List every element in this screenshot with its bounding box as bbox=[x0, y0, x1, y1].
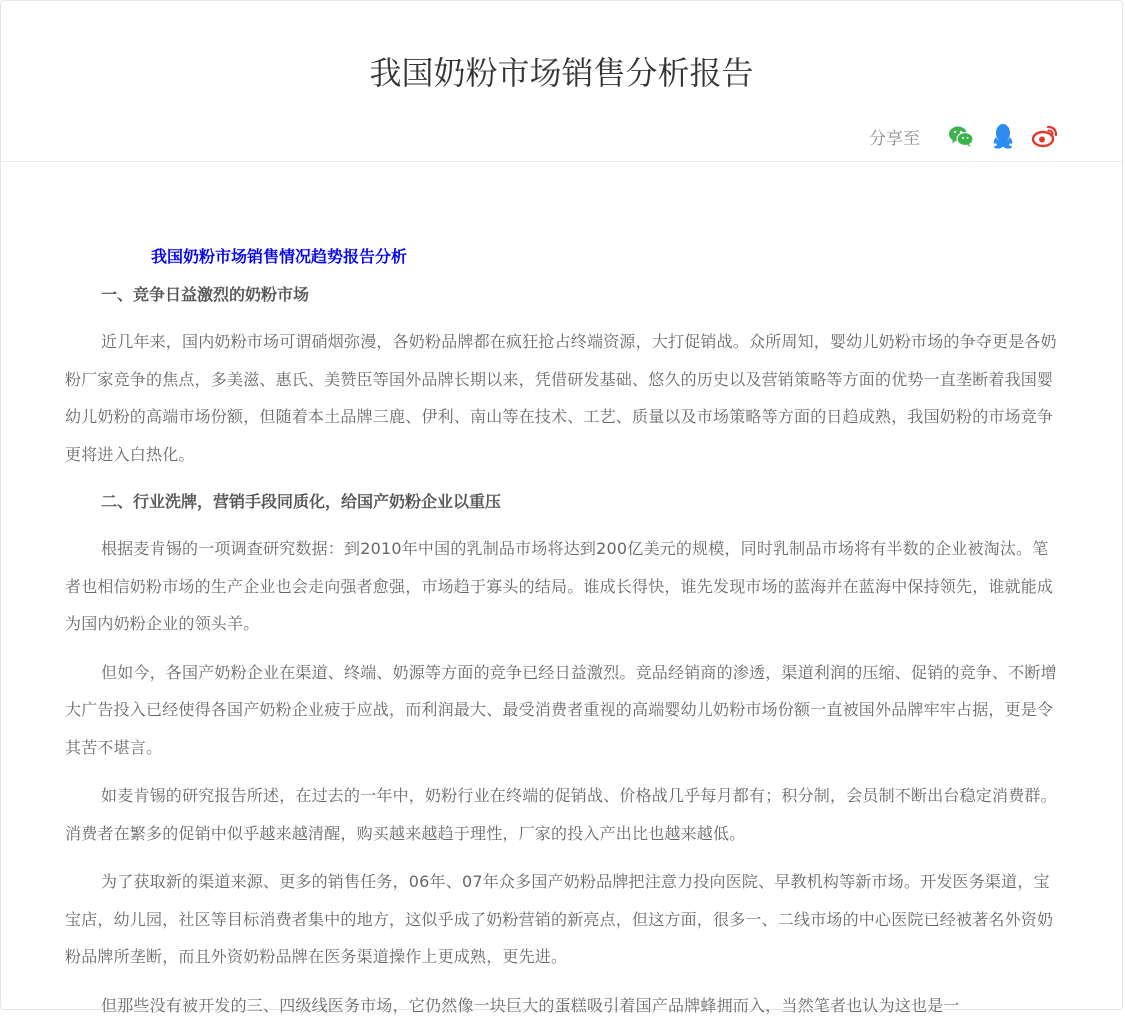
page-title: 我国奶粉市场销售分析报告 bbox=[369, 54, 754, 92]
article-body bbox=[65, 237, 1061, 1035]
article-header bbox=[1, 1, 1122, 162]
paragraph-2: 根据麦肯锡的一项调查研究数据：到2010年中国的乳制品市场将达到200亿美元的规模，同时乳制品市场将有半数的企业被淘汰。笔者也相信奶粉市场的生产企业也会走向强者愈强，市场趋于寡头的结局。谁成长得快，谁先发现市场的蓝海并在蓝海中保持领先，谁就能成为国内奶粉企业的领头羊。 bbox=[65, 539, 1054, 633]
wechat-icon[interactable] bbox=[946, 121, 976, 151]
article-subtitle: 我国奶粉市场销售情况趋势报告分析 bbox=[151, 247, 408, 266]
share-label: 分享至 bbox=[869, 128, 920, 149]
paragraph-5: 为了获取新的渠道来源、更多的销售任务，06年、07年众多国产奶粉品牌把注意力投向医院、早教机构等新市场。开发医务渠道，宝宝店，幼儿园，社区等目标消费者集中的地方，这似乎成了奶粉营销的新亮点，但这方面，很多一、二线市场的中心医院已经被著名外资奶粉品牌所垄断，而且外资奶粉品牌在医务渠道操作上更成熟，更先进。 bbox=[65, 872, 1054, 966]
share-bar bbox=[869, 119, 1060, 153]
weibo-icon[interactable] bbox=[1030, 121, 1060, 151]
paragraph-6: 但那些没有被开发的三、四级线医务市场，它仍然像一块巨大的蛋糕吸引着国产品牌蜂拥而入，当然笔者也认为这也是一 bbox=[101, 995, 960, 1015]
section-heading-1: 一、竞争日益激烈的奶粉市场 bbox=[101, 285, 310, 304]
qq-icon[interactable] bbox=[988, 121, 1018, 151]
paragraph-1: 近几年来，国内奶粉市场可谓硝烟弥漫，各奶粉品牌都在疯狂抢占终端资源，大打促销战。众所周知，婴幼儿奶粉市场的争夺更是各奶粉厂家竞争的焦点，多美滋、惠氏、美赞臣等国外品牌长期以来，凭借研发基础、悠久的历史以及营销策略等方面的优势一直垄断着我国婴幼儿奶粉的高端市场份额，但随着本土品牌三鹿、伊利、南山等在技术、工艺、质量以及市场策略等方面的日趋成熟，我国奶粉的市场竞争更将进入白热化。 bbox=[65, 332, 1057, 464]
section-heading-2: 二、行业洗牌，营销手段同质化，给国产奶粉企业以重压 bbox=[101, 492, 502, 511]
paragraph-4: 如麦肯锡的研究报告所述，在过去的一年中，奶粉行业在终端的促销战、价格战几乎每月都有；积分制，会员制不断出台稳定消费群。消费者在繁多的促销中似乎越来越清醒，购买越来越趋于理性，厂家的投入产出比也越来越低。 bbox=[65, 786, 1057, 843]
paragraph-3: 但如今，各国产奶粉企业在渠道、终端、奶源等方面的竞争已经日益激烈。竞品经销商的渗透，渠道利润的压缩、促销的竞争、不断增大广告投入已经使得各国产奶粉企业疲于应战，而利润最大、最受消费者重视的高端婴幼儿奶粉市场份额一直被国外品牌牢牢占据，更是令其苦不堪言。 bbox=[65, 662, 1057, 757]
